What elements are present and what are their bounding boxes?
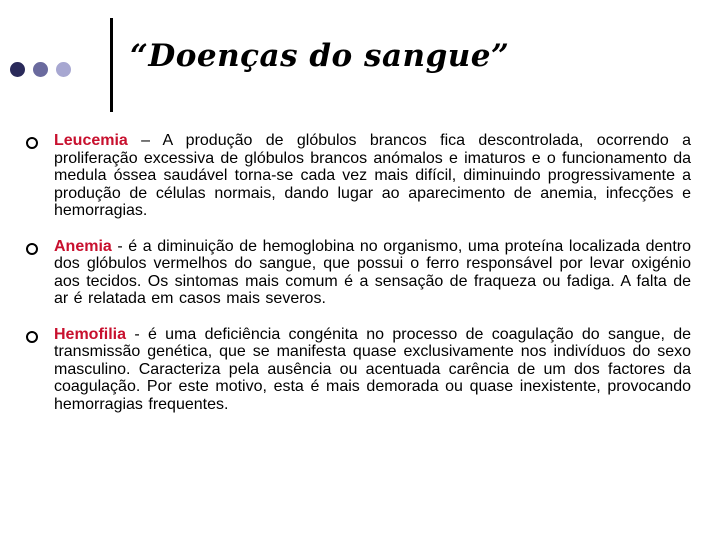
item-term: Hemofilia: [54, 325, 127, 343]
list-item-hemofilia: [26, 326, 691, 414]
bullet-icon: [26, 331, 38, 343]
dot-dark: [10, 62, 25, 77]
list-item-leucemia: [26, 132, 691, 220]
item-text: - é a diminuição de hemoglobina no organismo, uma proteína localizada dentro dos glóbulos vermelhos do sangue, que possui o ferro responsável por levar oxigénio aos tecidos. Os sintomas mais comum é a sensação de fraqueza ou fadiga. A falta de ar é relatada em casos mais severos.: [54, 237, 691, 307]
item-text: – A produção de glóbulos brancos fica descontrolada, ocorrendo a proliferação excessiva de glóbulos brancos anómalos e imaturos e o funcionamento da medula óssea saudável torna-se cada vez mais difícil, diminuindo progressivamente a produção de células normais, dando lugar ao aparecimento de anemia, infecções e hemorragias.: [54, 132, 691, 219]
slide-title: “Doenças do sangue”: [130, 38, 510, 74]
title-divider: [110, 18, 113, 112]
item-paragraph: [54, 326, 691, 414]
item-term: Leucemia: [54, 132, 128, 149]
bullet-icon: [26, 243, 38, 255]
list-item-anemia: [26, 238, 691, 308]
item-paragraph: [54, 132, 691, 220]
decorative-dots: [10, 62, 71, 77]
slide-content: [26, 132, 691, 431]
item-paragraph: [54, 238, 691, 308]
dot-light: [56, 62, 71, 77]
item-text: - é uma deficiência congénita no processo de coagulação do sangue, de transmissão genética, que se manifesta quase exclusivamente nos indivíduos do sexo masculino. Caracteriza pela ausência ou acentuada carência de um dos factores da coagulação. Por este motivo, esta é mais demorada ou quase inexistente, provocando hemorragias frequentes.: [54, 325, 691, 413]
item-term: Anemia: [54, 237, 112, 255]
bullet-icon: [26, 137, 38, 149]
dot-mid: [33, 62, 48, 77]
